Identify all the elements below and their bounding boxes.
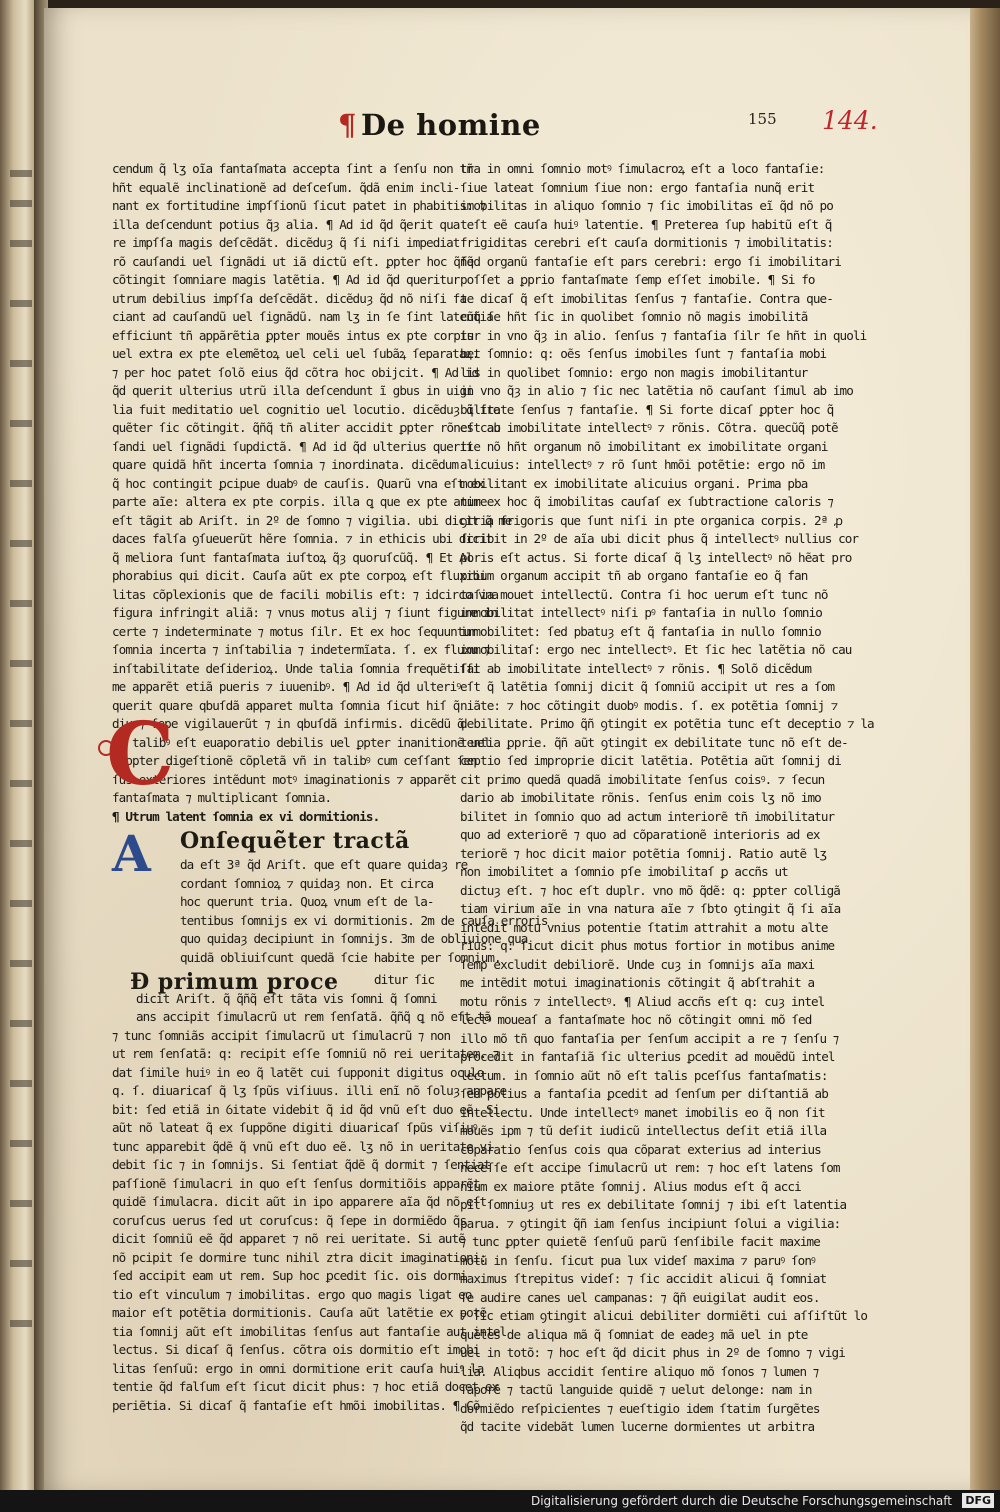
text-line: frigiditas cerebri eſt cauſa dormitionis ⁊ imobilitatis: — [460, 235, 833, 250]
text-line: q̃d querit ulterius utrũ illa deſcendunt ĩ gbus in uigi — [112, 383, 473, 398]
text-line: dat ſimile huiꝰ in eo q̃ latẽt cui ſupponit digitus oculo — [112, 1064, 484, 1080]
text-line: cendum q̃ lʒ oĩa fantaſmata accepta ſint a ſenſu non tñ — [112, 161, 473, 176]
pilcrow-mark: ¶ — [338, 108, 357, 142]
text-line: quo quidaȝ decipiunt in ſomnijs. 3m de obliuione qua — [180, 931, 528, 946]
text-line: intẽdit motu vnius potentie ſtatim attrahit a motu alte — [460, 919, 828, 935]
text-line: ſandi uel ſignãdi ſupdictã. ¶ Ad id q̃d ulterius querit — [112, 438, 473, 454]
text-line: q. ſ. diuaricaſ q̃ lʒ ſpũs viſiuus. illi enĩ nõ ſoluȝ appare — [112, 1083, 507, 1098]
text-line: debit ſic ⁊ in ſomnijs. Si ſentiat q̃dẽ q̃ dormit ⁊ ſentiat — [112, 1157, 491, 1172]
text-line: periẽtia. Si dicaſ q̃ fantaſie eſt hmõi imobilitas. ¶ Cõ — [112, 1397, 480, 1413]
text-line: pit ſomniuȝ ut res ex debilitate ſomnij ⁊ ibi eſt latentia — [460, 1197, 847, 1212]
text-line: tio eſt vinculum ⁊ imobilitas. ergo quo magis ligat eo — [112, 1286, 472, 1302]
text-line: mouẽs ipm ⁊ tũ deſit iudicũ intellectus deſit etiã illa — [460, 1123, 827, 1138]
text-line: bilitate ſenſus ⁊ fantaſie. ¶ Si forte dicaſ ꝑpter hoc q̃ — [460, 401, 834, 417]
text-line: litas cõplexionis que de facili mobilis eſt: ⁊ idcirco vna — [112, 586, 499, 602]
text-line: imobilitas in aliquo ſomnio ⁊ ſic imobilitas eĩ q̃d nõ po — [460, 198, 833, 213]
text-line: tentie q̃d falſum eſt ſicut dicit phus: ⁊ hoc etiã docet ex — [112, 1379, 499, 1394]
text-line: ſe audire canes uel campanas: ⁊ q̃ñ euigilat audit eos. — [460, 1289, 820, 1305]
text-line: illo mõ tñ quo fantaſia per ſenſum accipit a re ⁊ ſenſu ⁊ — [460, 1030, 839, 1046]
text-line: lectꝰ moueaſ a fantaſmate hoc nõ cõtingit omni mõ ſed — [460, 1012, 812, 1027]
text-line: tie nõ hñt organum nõ imobilitant ex imobilitate organi — [460, 438, 828, 454]
digitization-footer — [0, 1490, 1000, 1512]
footer-credit-text: Digitalisierung gefördert durch die Deutsche Forschungsgemeinschaft — [530, 1494, 952, 1508]
text-line: te dicaſ q̃ eſt imobilitas ſenſus ⁊ fantaſie. Contra que- — [460, 290, 833, 306]
text-line: dormiẽdo reſpicientes ⁊ eueſtigio idem ſtatim ſurgẽtes — [460, 1400, 820, 1416]
text-line: cordant ſomnioꝝ ⁊ quidaȝ non. Et circa — [180, 875, 434, 891]
text-line: in talibꝰ eſt euaporatio debilis uel ꝑpter inanitionẽ uel — [112, 734, 491, 750]
text-line: poris eſt actus. Si forte dicaſ q̃ lʒ intellectꝰ nõ hẽat pro — [460, 549, 852, 565]
text-line: debilitate. Primo q̃ñ ꝯtingit ex potẽtia tunc eſt deceptio ⁊ la — [460, 716, 874, 731]
text-line: dicit Ariſt. q̃ q̃ñq̃ eſt tãta vis ſomni q̃ ſomni — [136, 990, 437, 1006]
text-line: non imobilitet a ſomnio pſe imobilitaſ ꝑ accñs ut — [460, 864, 788, 879]
handwritten-folio-number: 144. — [822, 106, 878, 135]
text-line: ſcribit in 2º de aĩa ubi dicit phus q̃ intellectꝰ nullius cor — [460, 531, 859, 546]
text-line: mobilitant ex imobilitate alicuius organi. Prima pba — [460, 475, 808, 491]
text-line: hoc querunt tria. Quoꝝ vnum eſt de la- — [180, 894, 434, 909]
text-line: maior eſt potẽtia dormitionis. Cauſa aũt latẽtie ex potẽ — [112, 1305, 487, 1320]
text-line: ſed accipit eam ut rem. Sup hoc ꝑcedit ſic. ois dormi — [112, 1268, 467, 1283]
text-line: cõparatio ſenſus cois qua cõparat exterius ad interius — [460, 1141, 821, 1157]
running-head — [338, 108, 541, 142]
text-line: cõtingit ſomniare magis latẽtia. ¶ Ad id q̃d queritur — [112, 272, 460, 287]
text-line: dicit ſomniũ eẽ q̃d apparet ⁊ nõ rei ueritate. Si autẽ — [112, 1231, 465, 1246]
text-line: me intẽdit motui imaginationis cõtingit q̃ abſtrahit a — [460, 975, 815, 990]
text-line: fantaſmata ⁊ multiplicant ſomnia. — [112, 790, 332, 805]
text-line: dictuȝ eſt. ⁊ hoc eſt duplr. vno mõ q̃dẽ: q: ꝑpter colligã — [460, 882, 840, 898]
text-line: tur ex hoc q̃ imobilitas cauſaſ ex ſubtractione caloris ⁊ — [460, 494, 833, 509]
text-line: coruſcus uerus ſed ut coruſcus: q̃ ſepe in dormiẽdo q̃s — [112, 1212, 467, 1228]
text-line: paſſionẽ ſimulacri in quo eſt ſenſus dormitiõis apparẽt — [112, 1175, 480, 1191]
text-line: nant ex fortitudine impſſionũ ſicut patet in phabitis: ⁊ — [112, 198, 485, 213]
text-line: dario ab imobilitate rõnis. ſenſus enim cois lʒ nõ imo — [460, 790, 821, 805]
text-line: re impſſa magis deſcẽdãt. dicẽduȝ q̃ ſi niſi impediat — [112, 235, 460, 250]
text-line: in vno q̃ȝ in alio ⁊ ſic nec latẽtia nõ cauſant ſimul ab imo — [460, 383, 853, 398]
text-line: taſia mouet intellectũ. Contra ſi hoc uerum eſt tunc nõ — [460, 586, 828, 602]
text-line: phorabius qui dicit. Cauſa aũt ex pte corpoꝝ eſt fluxibi — [112, 568, 486, 583]
text-line: poſſet a ꝑprio fantaſmate ſemp eſſet imobile. ¶ Si fo — [460, 272, 815, 287]
decorated-initial-a: A — [112, 824, 151, 883]
text-line: ⁊ per hoc patet ſolõ eius q̃d cõtra hoc obijcit. ¶ Ad id — [112, 364, 479, 380]
primum-line: Ð primum proce — [130, 969, 339, 995]
text-line: querit quare qbuſdã apparet multa ſomnia ſicut hiſ q̃ — [112, 697, 460, 713]
text-line: ans accipit ſimulacrũ ut rem ſenſatã. q̃ñq̃ ꝗ nõ eſt tã — [136, 1009, 491, 1024]
text-line: nium ex maiore ptãte ſomnij. Alius modus eſt q̃ acci — [460, 1178, 801, 1194]
text-line: tra in omni ſomnio motꝰ ſimulacroꝝ eſt a loco fantaſie: — [460, 161, 825, 176]
text-line: propter digeſtionẽ cõpletã vñ in talibꝰ cum ceſſant ſen — [112, 753, 477, 768]
text-line: eſt q̃ latẽtia ſomnij dicit q̃ ſomniũ accipit ut res a ſom — [460, 679, 835, 694]
text-line: nõ pcipit ſe dormire tunc nihil ztra dicit imaginationi: — [112, 1249, 487, 1265]
text-line: teriorẽ ⁊ hoc dicit maior potẽtia ſomnij. Ratio autẽ lʒ — [460, 845, 827, 861]
text-line: ſat ab imobilitate intellectꝰ ⁊ rõnis. ¶ Solõ dicẽdum — [460, 660, 812, 676]
text-line: figura infringit aliã: ⁊ vnus motus alij ⁊ ſiunt figure in — [112, 605, 497, 620]
text-line: bilitet in ſomnio quo ad actum interiorẽ tñ imobilitatur — [460, 808, 835, 824]
text-line: immobilitet: ſed pbatuȝ eſt q̃ fantaſia in nullo ſomnio — [460, 623, 821, 639]
text-line: procedit in fantaſiã ſic ulterius ꝑcedit ad mouẽdũ intel — [460, 1049, 835, 1064]
text-line: ditur ſic — [374, 972, 435, 987]
text-line: ⁊ ſic etiam ꝯtingit alicui debiliter dormiẽti cui aſſiſtũt lo — [460, 1308, 868, 1323]
text-line: motũ in ſenſu. ſicut pua lux videſ maxima ⁊ paruꝰ ſonꝰ — [460, 1252, 815, 1268]
section-heading: ¶ Utrum latent ſomnia ex vi dormitionis. — [112, 808, 380, 824]
text-line: bet ſomnio: q: oẽs ſenſus imobiles ſunt ⁊ fantaſia mobi — [460, 346, 827, 361]
text-line: parte aĩe: altera ex pte corpis. illa ꝗ que ex pte anime — [112, 494, 487, 509]
text-line: utrum debilius impſſa deſcẽdãt. dicẽduȝ q̃d nõ niſi fa — [112, 290, 467, 306]
facing-page-edge — [0, 0, 34, 1490]
text-line: ut rem ſenſatã: q: recipit eſſe ſomniũ nõ rei ueritatem. ⁊ — [112, 1046, 499, 1061]
text-column-right — [460, 160, 874, 1437]
text-line: bit: ſed etiã in ỽitate videbit q̃ id q̃d vnũ eſt duo eẽ. Si — [112, 1101, 500, 1117]
text-line: ſus exteriores intẽdunt motꝰ imaginationis ⁊ apparẽt — [112, 771, 457, 787]
text-line: eſt tãgit ab Ariſt. in 2º de ſomno ⁊ vigilia. ubi dicit q̃ me — [112, 512, 512, 528]
text-line: quo ad exteriorẽ ⁊ quo ad cõparationẽ interioris ad ex — [460, 827, 820, 842]
text-line: prium organum accipit tñ ab organo fantaſie eo q̃ fan — [460, 568, 808, 583]
text-line: daces falſa ꝯſueuerũt hẽre ſomnia. ⁊ in ethicis ubi dicit — [112, 531, 493, 546]
text-line: motu rõnis ⁊ intellectꝰ. ¶ Aliud accñs eſt q: cuȝ intel — [460, 993, 825, 1009]
text-line: aũt nõ lateat q̃ ex ſuppõne digiti diuaricaſ ſpũs viſiuꝰ — [112, 1120, 477, 1135]
text-line: tur in vno q̃ȝ in alio. ſenſus ⁊ fantaſia ſilr ſe hñt in quoli — [460, 327, 867, 343]
left-column-section-b — [112, 856, 548, 967]
text-line: q̃d tacite videbãt lumen lucerne dormientes ut arbitra — [460, 1419, 815, 1434]
text-line: ciant ad cauſandũ uel ſignãdũ. nam lʒ in ſe ſint latentia — [112, 309, 493, 324]
text-line: cit primo quedã quadã imobilitate ſenſus coisꝰ. ⁊ ſecun — [460, 771, 825, 787]
text-line: hñt equalẽ inclinationẽ ad deſceſum. q̃dã enim incli- — [112, 179, 460, 195]
text-line: illa deſcendunt potius q̃ȝ alia. ¶ Ad id q̃d q̃erit qua — [112, 216, 460, 232]
text-line: lia fuit meditatio uel cognitio uel locutio. dicẽduȝ q̃ fre — [112, 401, 500, 417]
text-line: ſaporẽ ⁊ tactũ languide quidẽ ⁊ uelut delonge: nam in — [460, 1382, 812, 1397]
text-line: neceſſe eſt accipe ſimulacrũ ut rem: ⁊ hoc eſt latens ſom — [460, 1160, 840, 1175]
text-line: ⁊ tunc ꝑpter quietẽ ſenſuũ parũ ſenſibile facit maxime — [460, 1234, 820, 1249]
text-line: efficiunt tñ appãrẽtia ꝑpter mouẽs intus ex pte corpis — [112, 327, 474, 343]
running-head-title: De homine — [360, 108, 541, 142]
text-line: tentia ꝑprie. q̃ñ aũt ꝯtingit ex debilitate tunc nõ eſt de- — [460, 734, 848, 750]
left-column-section-c — [112, 971, 507, 1415]
text-line: tiam virium aĩe in vna natura aĩe ⁊ ſbto ꝯtingit q̃ ſi aĩa — [460, 901, 841, 916]
text-line: ſemp excludit debiliorẽ. Unde cuȝ in ſomnijs aĩa maxi — [460, 956, 815, 972]
text-line: ſomnia incerta ⁊ inſtabilia ⁊ indetermĩata. ſ. ex fluxu ⁊ — [112, 642, 489, 657]
text-line: immobilitaſ: ergo nec intellectꝰ. Et ſic hec latẽtia nõ cau — [460, 642, 852, 657]
text-line: q̃ hoc contingit ꝑcipue duabꝰ de cauſis. Quarũ vna eſt ex — [112, 475, 484, 491]
text-line: niãte: ⁊ hoc cõtingit duobꝰ modis. ſ. ex potẽtia ſomnij ⁊ — [460, 697, 838, 713]
text-line: ſed potius a fantaſia ꝑcedit ad ſenſum per diſtantiã ab — [460, 1086, 828, 1101]
text-line: ꝯtria frigoris que ſunt niſi in pte organica corpis. 2ª ꝓ — [460, 512, 843, 528]
text-line: immobilitat intellectꝰ niſi pꝰ fantaſia in nullo ſomnio — [460, 605, 822, 620]
text-line: rõ cauſandi uel ſignãdi ut iã dictũ eſt. ꝑpter hoc q̃ñq̃ — [112, 253, 474, 269]
text-line: tunc apparebit q̃dẽ q̃ vnũ eſt duo eẽ. lʒ nõ in ueritate vi — [112, 1138, 493, 1154]
text-line: alicuius: intellectꝰ ⁊ rõ ſunt hmõi potẽtie: ergo nõ im — [460, 457, 825, 472]
text-line: lis in quolibet ſomnio: ergo non magis imobilitantur — [460, 364, 808, 380]
opening-line: Onſequẽter tractã — [180, 828, 410, 854]
text-line: uel extra ex pte elemẽtoꝝ uel celi uel ſubãꝝ ſeparataꝝ. — [112, 346, 479, 361]
text-line: quẽtes de aliqua mã q̃ ſomniat de eadeȝ mã uel in pte — [460, 1326, 808, 1342]
text-line: quidẽ ſimulacra. dicit aũt in ipo apparere aĩa q̃d nõ eſt — [112, 1194, 487, 1209]
text-line: ceptio ſed improprie dicit latẽtia. Potẽtia aũt ſomnij di — [460, 753, 841, 768]
text-line: ⁊ tunc ſomniãs accipit ſimulacrũ ut ſimulacrũ ⁊ non — [112, 1027, 451, 1043]
text-line: lia. Aliqbus accidit ſentire aliquo mõ ſonos ⁊ lumen ⁊ — [460, 1363, 819, 1379]
text-line: eſt ab imobilitate intellectꝰ ⁊ rõnis. Cõtra. quecũq̃ potẽ — [460, 420, 838, 435]
text-line: lectum. in ſomnio aũt nõ eſt talis pceſſus fantaſmatis: — [460, 1067, 828, 1083]
text-line: ſed organũ fantaſie eſt pars cerebri: ergo ſi imobilitari — [460, 253, 841, 269]
printed-folio-number: 155 — [748, 110, 777, 128]
text-line: inſtabilitate deſiderioꝝ. Unde talia ſomnia frequẽtiſſi — [112, 660, 480, 676]
text-line: certe ⁊ indeterminate ⁊ motus ſilr. Et ex hoc ſequuntur — [112, 623, 477, 639]
text-line: maximus ſtrepitus videſ: ⁊ ſic accidit alicui q̃ ſomniat — [460, 1271, 827, 1286]
text-line: me apparẽt etiã pueris ⁊ iuuenibꝰ. ¶ Ad id q̃d ulteriꝰ — [112, 679, 461, 694]
text-line: q̃ meliora ſunt fantaſmata iuſtoꝝ q̃ȝ quoruſcũq̃. ¶ Et Al — [112, 549, 473, 565]
dfg-logo: DFG — [962, 1493, 994, 1508]
text-line: lectus. Si dicaſ q̃ ſenſus. cõtra ois dormitio eſt imobi — [112, 1342, 480, 1357]
text-line: quidã obliuiſcunt quedã ſcie habite per ſomnium. — [180, 949, 501, 965]
page-fore-edge — [970, 8, 1000, 1490]
text-line: da eſt 3ª q̃d Ariſt. que eſt quare quidaȝ re — [180, 857, 468, 872]
text-line: teſt eẽ cauſa huiꝰ latentie. ¶ Preterea ſup habitũ eſt q̃ — [460, 216, 832, 232]
text-line: uel in totõ: ⁊ hoc eſt q̃d dicit phus in 2º de ſomno ⁊ vigi — [460, 1345, 845, 1360]
text-line: litas ſenſuũ: ergo in omni dormitione erit cauſa huiꝰ la — [112, 1360, 484, 1376]
text-line: quẽter ſic cõtingit. q̃ñq̃ tñ aliter accidit ꝑpter rõnes cau — [112, 420, 500, 435]
text-line: tentibus ſomnijs ex vi dormitionis. 2m de cauſa erroris — [180, 912, 548, 928]
text-line: tia ſomnij aũt eſt imobilitas ſenſus aut fantaſie aut intel — [112, 1323, 507, 1339]
text-line: rius: q: ſicut dicit phus motus fortior in motibus anime — [460, 938, 835, 953]
text-line: cũq̃ ſe hñt ſic in quolibet ſomnio nõ magis imobilitã — [460, 309, 808, 324]
decorated-initial-c: C — [106, 718, 170, 792]
text-line: parua. ⁊ ꝯtingit q̃ñ iam ſenſus incipiunt ſolui a vigilia: — [460, 1215, 841, 1231]
text-line: intellectu. Unde intellectꝰ manet imobilis eo q̃ non ſit — [460, 1104, 825, 1120]
text-line: diu ⁊ ſepe vigilauerũt ⁊ in qbuſdã infirmis. dicẽdũ q̃ — [112, 716, 464, 731]
text-line: quare quidã hñt incerta ſomnia ⁊ inordinata. dicẽdum — [112, 457, 459, 472]
text-line: ſiue lateat ſomnium ſiue non: ergo fantaſia nunq̃ erit — [460, 179, 815, 195]
